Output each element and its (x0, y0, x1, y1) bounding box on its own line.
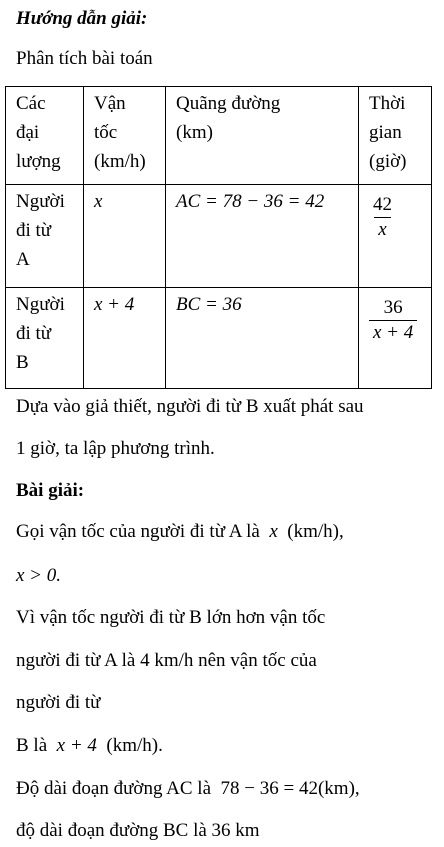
table-row (6, 185, 432, 287)
fraction-time-a: $\frac{42}{x}$ (373, 194, 392, 241)
row-a-time (359, 185, 432, 287)
row-b-time (359, 287, 432, 388)
analysis-subheading: Phân tích bài toán (16, 48, 153, 69)
row-b-person: Người đi từ B (6, 287, 84, 388)
row-b-speed: x + 4 (84, 287, 166, 388)
analysis-table (5, 86, 432, 389)
solution-title: Bài giải: (16, 480, 85, 501)
table-row (6, 287, 432, 388)
paragraph-speed-b-line2: người đi từ A là 4 km/h nên vận tốc của (16, 650, 317, 671)
paragraph-distance-line2: độ dài đoạn đường BC là 36 km (16, 820, 260, 841)
paragraph-assumption-line2: 1 giờ, ta lập phương trình. (16, 438, 215, 459)
table-header-row (6, 87, 432, 185)
header-distance: Quãng đường (km) (166, 87, 359, 185)
paragraph-speed-b-line1: Vì vận tốc người đi từ B lớn hơn vận tốc (16, 607, 326, 628)
row-a-distance: AC = 78 − 36 = 42 (166, 185, 359, 287)
paragraph-speed-b-line4: B là x + 4 (km/h). (16, 735, 163, 756)
paragraph-distance-line1: Độ dài đoạn đường AC là 78 − 36 = 42(km), (16, 778, 360, 799)
fraction-time-b: $\frac{36}{x + 4}$ (369, 296, 417, 345)
paragraph-speed-b-line3: người đi từ (16, 692, 101, 713)
paragraph-let-speed-line2: x > 0. (16, 565, 62, 586)
row-a-speed: x (84, 185, 166, 287)
paragraph-let-speed-line1: Gọi vận tốc của người đi từ A là x (km/h), (16, 521, 344, 542)
header-time: Thời gian (giờ) (359, 87, 432, 185)
guide-heading: Hướng dẫn giải: (16, 8, 148, 29)
paragraph-assumption-line1: Dựa vào giả thiết, người đi từ B xuất phát sau (16, 396, 364, 417)
row-b-distance: BC = 36 (166, 287, 359, 388)
header-quantities: Các đại lượng (6, 87, 84, 185)
row-a-person: Người đi từ A (6, 185, 84, 287)
header-speed: Vận tốc (km/h) (84, 87, 166, 185)
